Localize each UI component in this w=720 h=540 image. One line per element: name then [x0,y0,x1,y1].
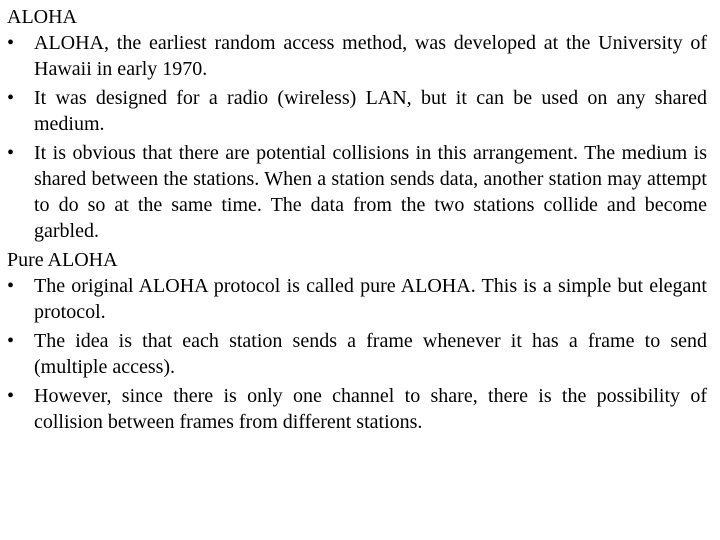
bullet-text: The idea is that each station sends a frame whenever it has a frame to send (multiple access). [34,330,707,378]
bullet-item [7,328,707,380]
bullet-item [7,273,707,325]
bullet-icon: • [7,330,15,352]
bullet-text: However, since there is only one channel to share, there is the possibility of collision between frames from different stations. [34,385,707,433]
section-aloha [7,4,707,244]
bullet-text: The original ALOHA protocol is called pure ALOHA. This is a simple but elegant protocol. [34,275,707,323]
bullet-list [7,30,707,244]
bullet-icon: • [7,87,15,109]
bullet-list [7,273,707,435]
section-pure-aloha [7,247,707,435]
bullet-item [7,383,707,435]
bullet-item [7,140,707,244]
bullet-item [7,85,707,137]
bullet-icon: • [7,275,15,297]
bullet-item [7,30,707,82]
bullet-icon: • [7,385,15,407]
bullet-text: ALOHA, the earliest random access method, was developed at the University of Hawaii in early 1970. [34,32,707,80]
bullet-text: It was designed for a radio (wireless) LAN, but it can be used on any shared medium. [34,87,707,135]
bullet-text: It is obvious that there are potential collisions in this arrangement. The medium is shared between the stations. When a station sends data, another station may attempt to do so at the same time. The data from the two stations collide and become garbled. [34,142,707,242]
bullet-icon: • [7,32,15,54]
section-heading: ALOHA [7,6,77,28]
document-page [7,4,707,438]
bullet-icon: • [7,142,15,164]
section-heading: Pure ALOHA [7,249,118,271]
